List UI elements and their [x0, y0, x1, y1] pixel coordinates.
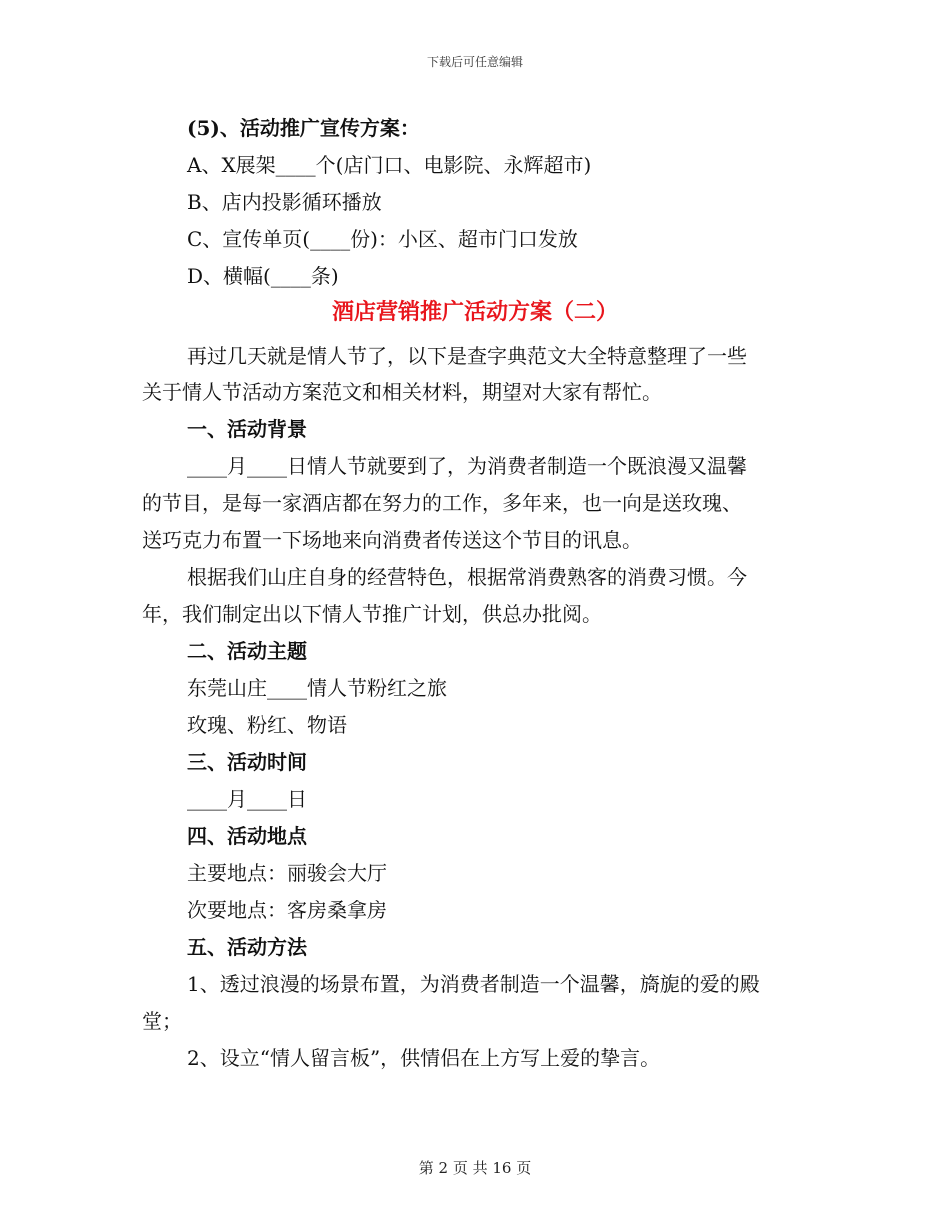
section-heading: 五、活动方法 — [187, 935, 307, 959]
paragraph-line: 玫瑰、粉红、物语 — [187, 713, 347, 737]
paragraph-line: 次要地点：客房桑拿房 — [187, 898, 387, 922]
document-title: 酒店营销推广活动方案（二） — [331, 299, 618, 325]
paragraph-line: 东莞山庄____情人节粉红之旅 — [187, 676, 447, 700]
paragraph-line: 根据我们山庄自身的经营特色，根据常消费熟客的消费习惯。今 — [187, 565, 747, 589]
list-item: A、X展架____个(店门口、电影院、永辉超市) — [187, 153, 592, 177]
list-item: D、横幅(____条) — [187, 264, 339, 288]
intro-line: 关于情人节活动方案范文和相关材料，期望对大家有帮忙。 — [142, 380, 662, 404]
section-heading: 二、活动主题 — [187, 639, 307, 663]
intro-line: 再过几天就是情人节了，以下是查字典范文大全特意整理了一些 — [187, 344, 747, 368]
page-header: 下载后可任意编辑 — [426, 55, 523, 69]
section-heading: 一、活动背景 — [187, 417, 307, 441]
section-prev-heading: (5)、活动推广宣传方案： — [187, 116, 420, 140]
paragraph-line: ____月____日 — [187, 787, 307, 811]
paragraph-line: 的节目，是每一家酒店都在努力的工作，多年来，也一向是送玫瑰、 — [142, 491, 742, 515]
section-heading: 四、活动地点 — [187, 824, 307, 848]
page-footer: 第 2 页 共 16 页 — [418, 1159, 532, 1177]
section-heading: 三、活动时间 — [187, 750, 307, 774]
paragraph-line: 1、透过浪漫的场景布置，为消费者制造一个温馨，旖旎的爱的殿 — [187, 972, 760, 996]
paragraph-line: 年，我们制定出以下情人节推广计划，供总办批阅。 — [142, 602, 602, 626]
paragraph-line: 堂； — [142, 1009, 182, 1033]
list-item: B、店内投影循环播放 — [187, 190, 382, 214]
paragraph-line: 2、设立“情人留言板”，供情侣在上方写上爱的挚言。 — [187, 1046, 661, 1070]
paragraph-line: 主要地点：丽骏会大厅 — [187, 861, 387, 885]
paragraph-line: 送巧克力布置一下场地来向消费者传送这个节目的讯息。 — [142, 528, 642, 552]
list-item: C、宣传单页(____份)：小区、超市门口发放 — [187, 227, 578, 251]
paragraph-line: ____月____日情人节就要到了，为消费者制造一个既浪漫又温馨 — [187, 454, 747, 478]
